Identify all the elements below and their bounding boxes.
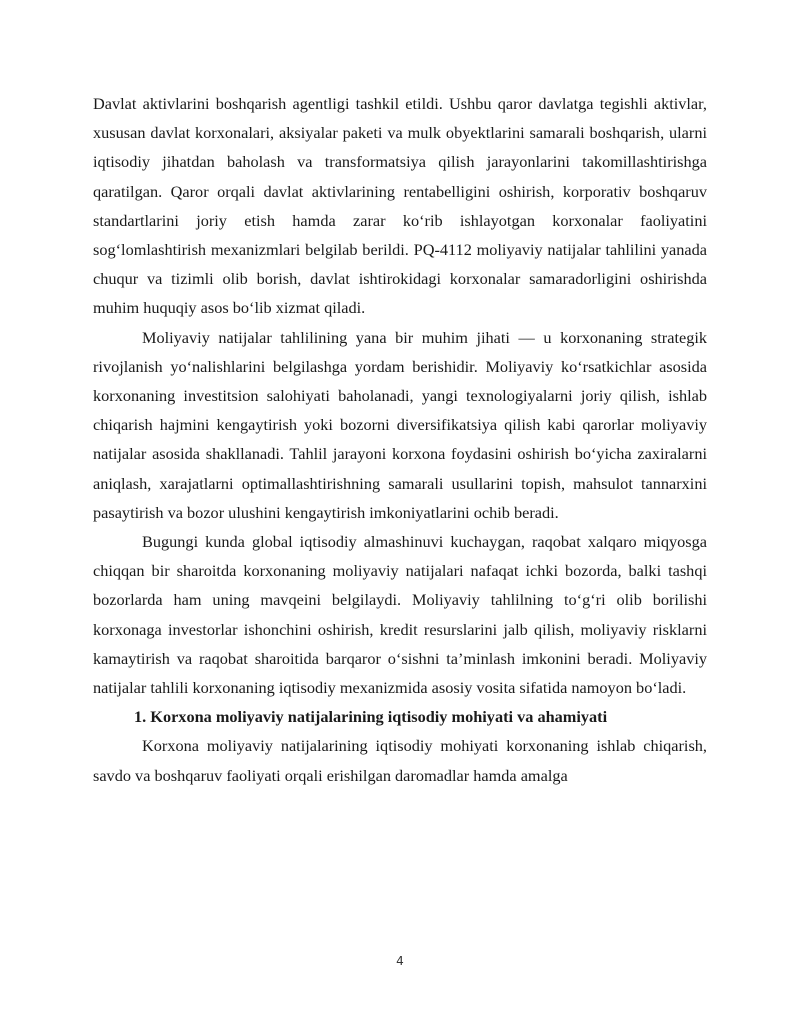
page-number: 4 (396, 954, 404, 968)
body-text (93, 89, 707, 790)
paragraph: Bugungi kunda global iqtisodiy almashinuvi kuchaygan, raqobat xalqaro miqyosga chiqqan bir sharoitda korxonaning moliyaviy natijalari nafaqat ichki bozorda, balki tashqi bozorlarda ham uning mavqeini belgilaydi. Moliyaviy tahlilning to‘g‘ri olib borilishi korxonaga investorlar ishonchini oshirish, kredit resurslarini jalb qilish, moliyaviy risklarni kamaytirish va raqobat sharoitida barqaror o‘sishni ta’minlash imkonini beradi. Moliyaviy natijalar tahlili korxonaning iqtisodiy mexanizmida asosiy vosita sifatida namoyon bo‘ladi. (93, 532, 707, 698)
section-heading: 1. Korxona moliyaviy natijalarining iqtisodiy mohiyati va ahamiyati (134, 707, 608, 727)
paragraph: Korxona moliyaviy natijalarining iqtisodiy mohiyati korxonaning ishlab chiqarish, savdo va boshqaruv faoliyati orqali erishilgan daromadlar hamda amalga (93, 736, 707, 785)
paragraph: Moliyaviy natijalar tahlilining yana bir muhim jihati — u korxonaning strategik rivojlanish yo‘nalishlarini belgilashga yordam berishidir. Moliyaviy ko‘rsatkichlar asosida korxonaning investitsion salohiyati baholanadi, yangi texnologiyalarni joriy qilish, ishlab chiqarish hajmini kengaytirish yoki bozorni diversifikatsiya qilish kabi qarorlar moliyaviy natijalar asosida shakllanadi. Tahlil jarayoni korxona foydasini oshirish bo‘yicha zaxiralarni aniqlash, xarajatlarni optimallashtirishning samarali usullarini topish, mahsulot tannarxini pasaytirish va bozor ulushini kengaytirish imkoniyatlarini ochib beradi. (93, 327, 707, 522)
paragraph-continuation: Davlat aktivlarini boshqarish agentligi tashkil etildi. Ushbu qaror davlatga tegishli aktivlar, xususan davlat korxonalari, aksiyalar paketi va mulk obyektlarini samarali boshqarish, ularni iqtisodiy jihatdan baholash va transformatsiya qilish jarayonlarini takomillashtirishga qaratilgan. Qaror orqali davlat aktivlarining rentabelligini oshirish, korporativ boshqaruv standartlarini joriy etish hamda zarar ko‘rib ishlayotgan korxonalar faoliyatini sog‘lomlashtirish mexanizmlari belgilab berildi. PQ-4112 moliyaviy natijalar tahlilini yanada chuqur va tizimli olib borish, davlat ishtirokidagi korxonalar samaradorligini oshirishda muhim huquqiy asos bo‘lib xizmat qiladi. (93, 94, 707, 318)
